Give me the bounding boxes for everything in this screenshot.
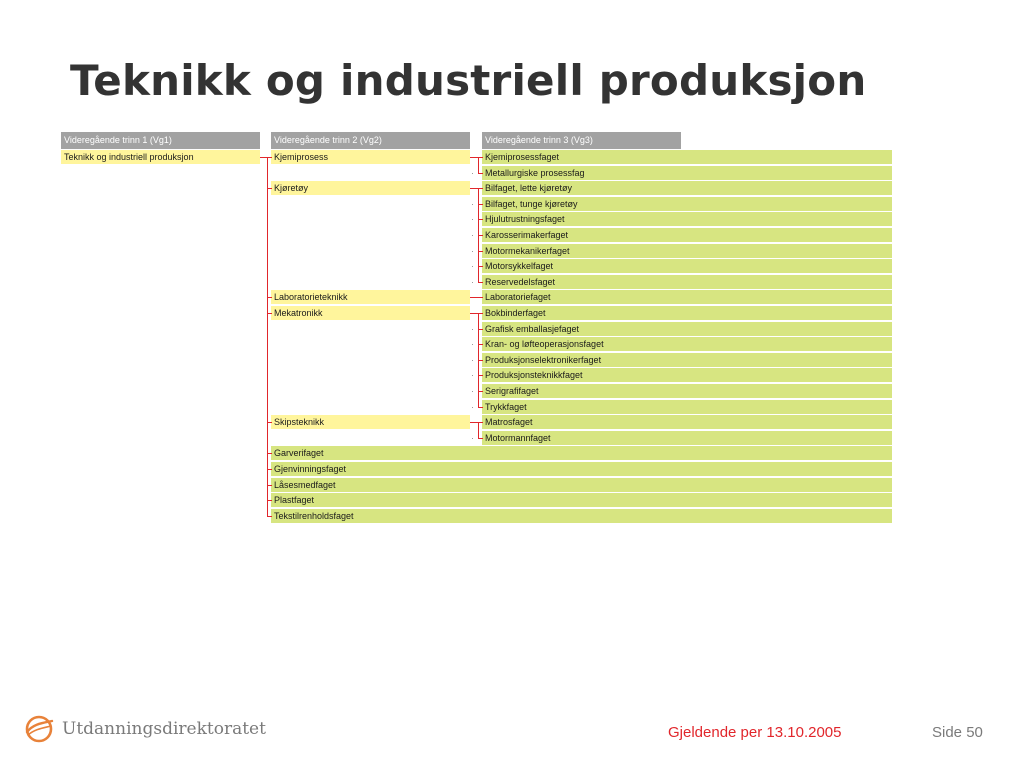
vg3-trade: Serigrafifaget: [482, 384, 892, 398]
vg3-trade: Kjemiprosessfaget: [482, 150, 892, 164]
vg2-trade: Låsesmedfaget: [271, 478, 892, 492]
vg1-programme: Teknikk og industriell produksjon: [61, 150, 260, 164]
vg3-connector-spine: [478, 297, 479, 298]
vg3-connector-link: [470, 157, 478, 158]
connector-dot: [472, 360, 473, 361]
vg3-connector-spine: [478, 422, 479, 439]
column-header-vg2: Videregående trinn 2 (Vg2): [271, 132, 470, 149]
vg2-programme: Kjøretøy: [271, 181, 470, 195]
connector-dot: [472, 251, 473, 252]
connector-dot: [472, 329, 473, 330]
connector-dot: [472, 219, 473, 220]
vg3-trade: Matrosfaget: [482, 415, 892, 429]
vg3-connector-spine: [478, 313, 479, 408]
vg3-trade: Kran- og løfteoperasjonsfaget: [482, 337, 892, 351]
vg3-trade: Motormannfaget: [482, 431, 892, 445]
vg2-programme: Kjemiprosess: [271, 150, 470, 164]
vg3-connector-link: [470, 313, 478, 314]
vg3-trade: Metallurgiske prosessfag: [482, 166, 892, 180]
connector-dot: [472, 438, 473, 439]
connector-dot: [472, 204, 473, 205]
vg3-trade: Motorsykkelfaget: [482, 259, 892, 273]
vg2-connector-spine: [267, 157, 268, 517]
vg2-programme: Skipsteknikk: [271, 415, 470, 429]
vg3-trade: Bilfaget, lette kjøretøy: [482, 181, 892, 195]
vg3-trade: Hjulutrustningsfaget: [482, 212, 892, 226]
vg3-trade: Trykkfaget: [482, 400, 892, 414]
connector-dot: [472, 235, 473, 236]
vg2-programme: Laboratorieteknikk: [271, 290, 470, 304]
vg3-trade: Motormekanikerfaget: [482, 244, 892, 258]
vg3-trade: Bilfaget, tunge kjøretøy: [482, 197, 892, 211]
connector-dot: [472, 344, 473, 345]
footer-page-number: Side 50: [932, 724, 983, 741]
footer-logo: [24, 714, 266, 744]
vg2-trade: Tekstilrenholdsfaget: [271, 509, 892, 523]
vg3-trade: Karosserimakerfaget: [482, 228, 892, 242]
column-header-vg1: Videregående trinn 1 (Vg1): [61, 132, 260, 149]
connector-dot: [472, 266, 473, 267]
connector-dot: [472, 282, 473, 283]
connector-dot: [472, 173, 473, 174]
vg2-trade: Garverifaget: [271, 446, 892, 460]
vg3-connector-spine: [478, 157, 479, 174]
vg3-trade: Reservedelsfaget: [482, 275, 892, 289]
vg3-connector-spine: [478, 188, 479, 283]
vg3-connector-link: [470, 297, 478, 298]
vg3-trade: Laboratoriefaget: [482, 290, 892, 304]
vg3-connector-link: [470, 188, 478, 189]
column-header-vg3: Videregående trinn 3 (Vg3): [482, 132, 681, 149]
vg3-connector-link: [470, 422, 478, 423]
vg2-trade: Gjenvinningsfaget: [271, 462, 892, 476]
connector-dot: [472, 375, 473, 376]
vg3-trade: Produksjonsteknikkfaget: [482, 368, 892, 382]
connector-dot: [472, 391, 473, 392]
vg2-trade: Plastfaget: [271, 493, 892, 507]
vg2-programme: Mekatronikk: [271, 306, 470, 320]
vg3-trade: Produksjonselektronikerfaget: [482, 353, 892, 367]
slide-title: Teknikk og industriell produksjon: [70, 56, 867, 105]
vg3-trade: Grafisk emballasjefaget: [482, 322, 892, 336]
utdanningsdirektoratet-logo-icon: [24, 714, 54, 744]
logo-wordmark: Utdanningsdirektoratet: [62, 719, 266, 739]
vg3-trade: Bokbinderfaget: [482, 306, 892, 320]
connector-dot: [472, 407, 473, 408]
footer-date: Gjeldende per 13.10.2005: [668, 724, 842, 741]
